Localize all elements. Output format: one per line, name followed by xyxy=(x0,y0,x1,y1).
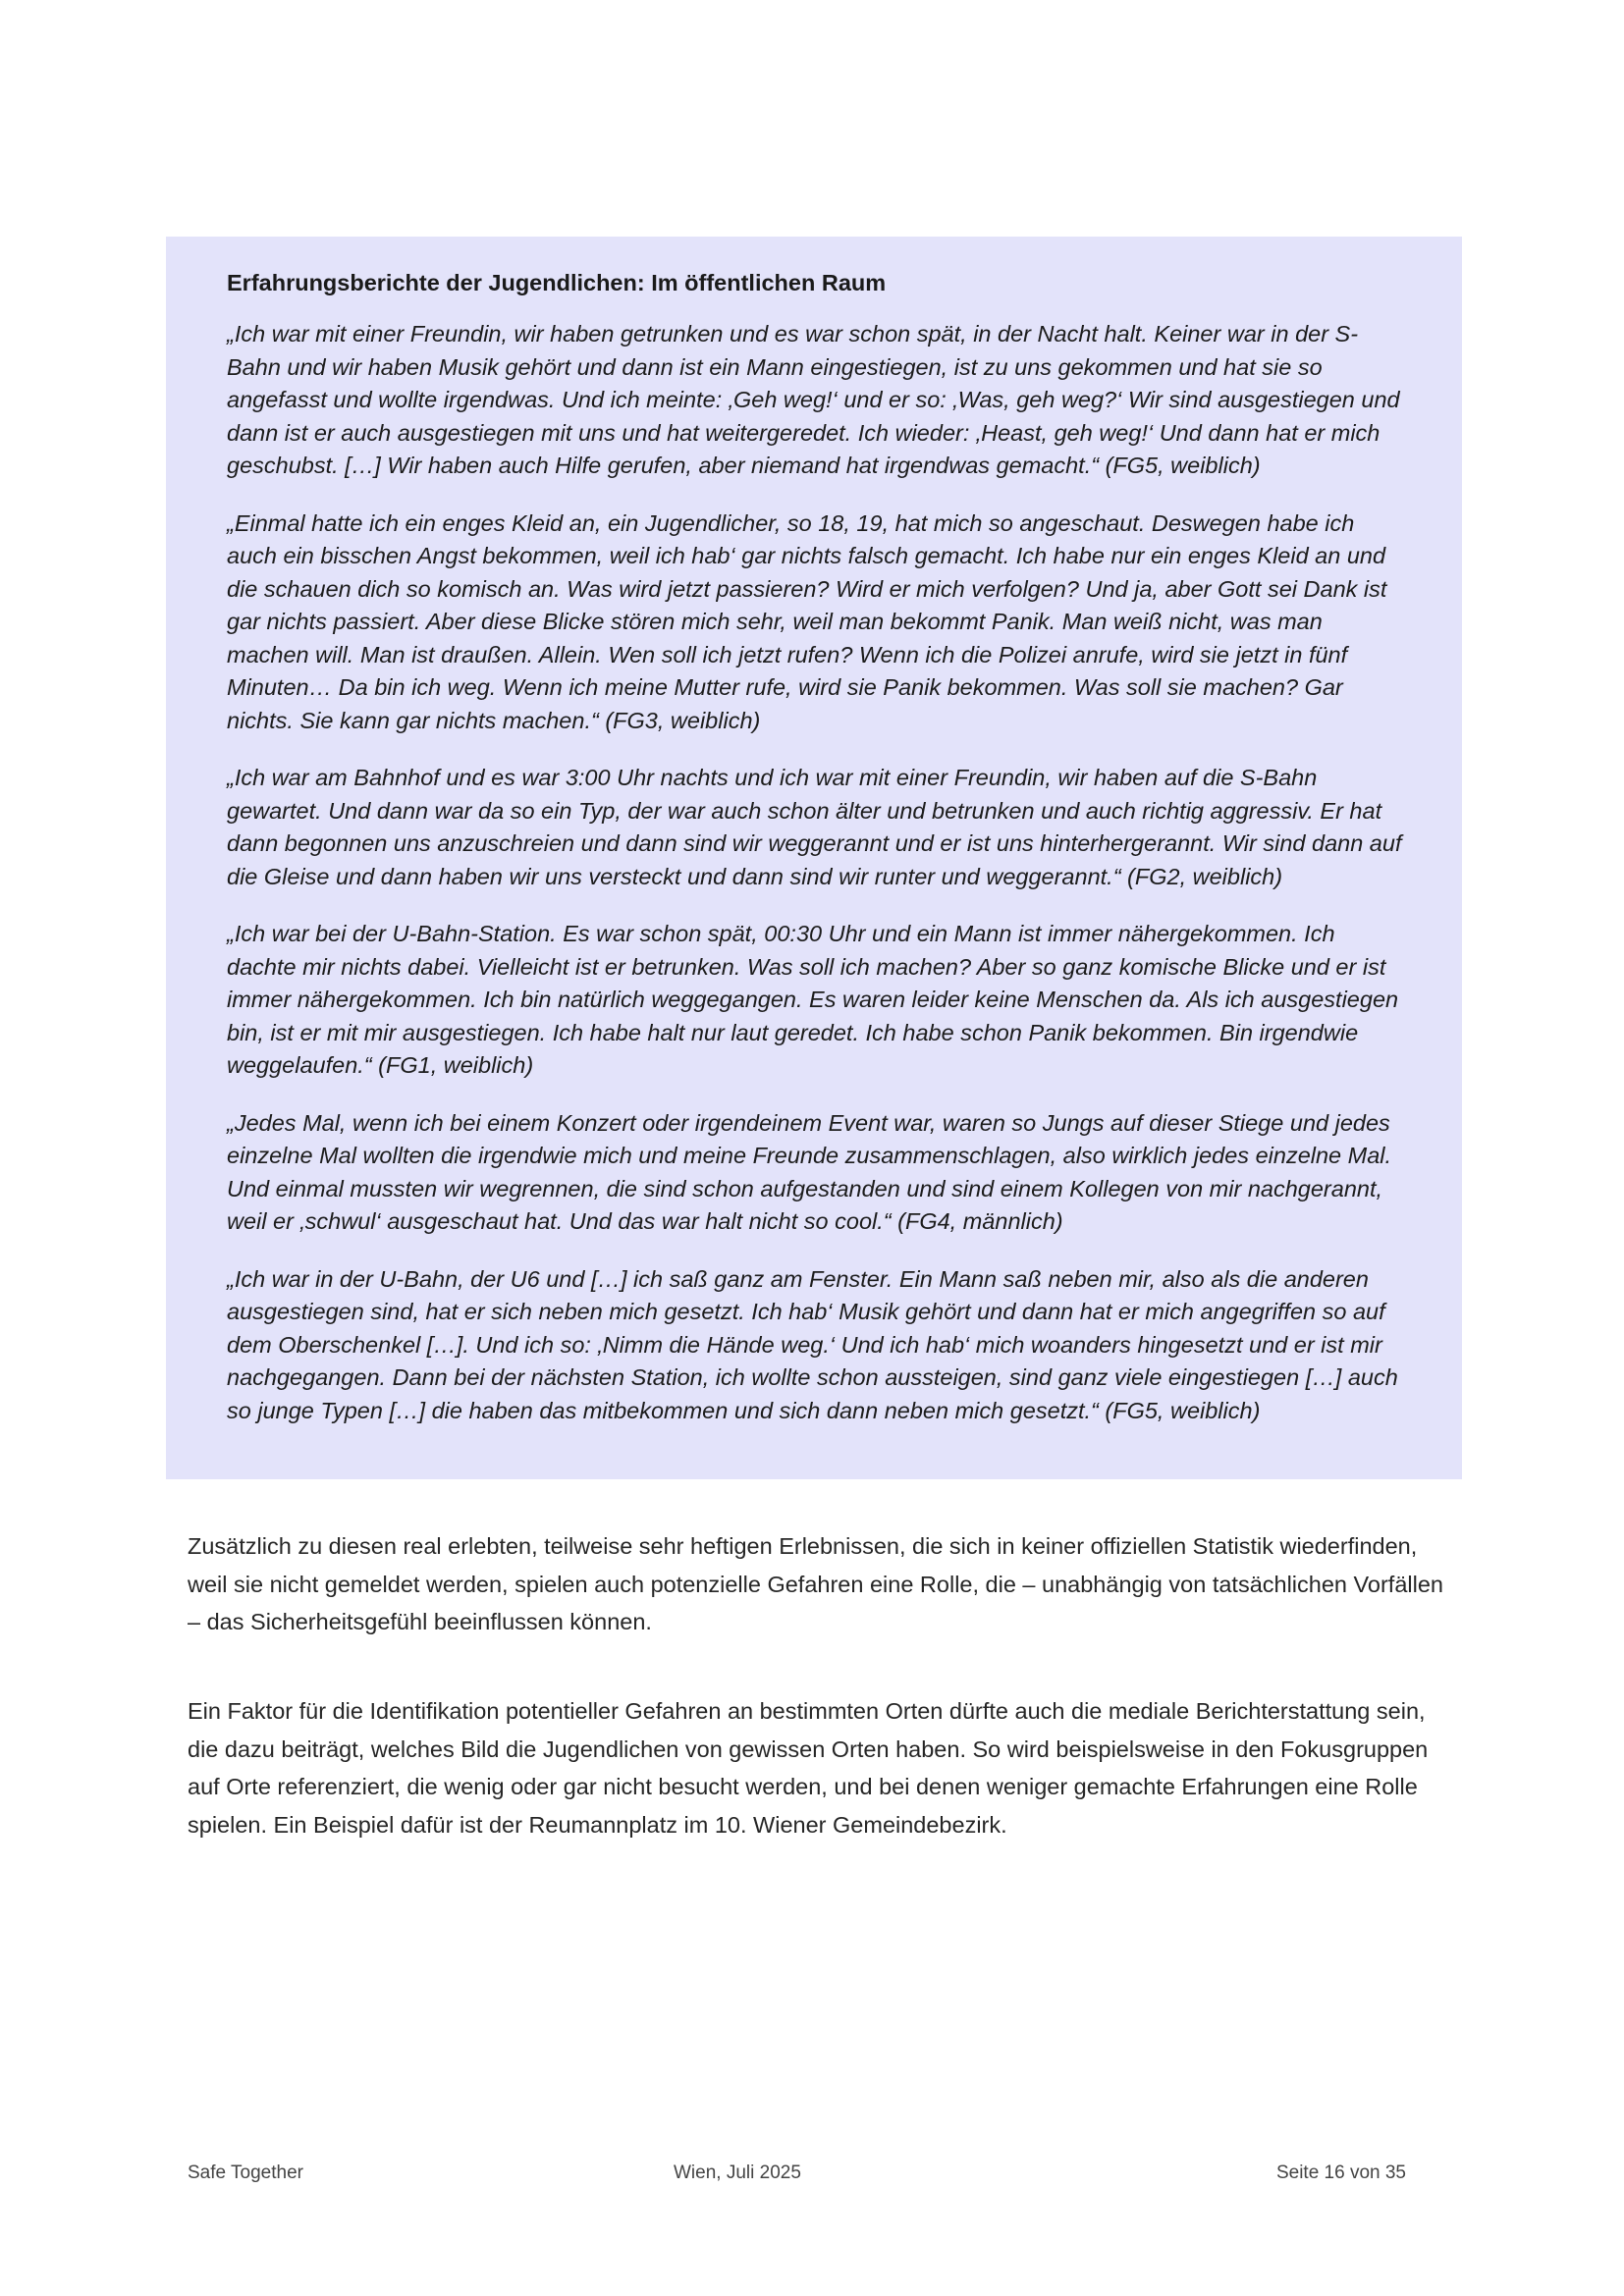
quote-2: „Einmal hatte ich ein enges Kleid an, ein Jugendlicher, so 18, 19, hat mich so angeschaut. Deswegen habe ich auch ein bisschen Angst bekommen, weil ich hab‘ gar nichts falsch gemacht. Ich habe nur ein enges Kleid an und die schauen dich so komisch an. Was wird jetzt passieren? Wird er mich verfolgen? Und ja, aber Gott sei Dank ist gar nichts passiert. Aber diese Blicke stören mich sehr, weil man bekommt Panik. Man weiß nicht, was man machen will. Man ist draußen. Allein. Wen soll ich jetzt rufen? Wenn ich die Polizei anrufe, wird sie jetzt in fünf Minuten… Da bin ich weg. Wenn ich meine Mutter rufe, wird sie Panik bekommen. Was soll sie machen? Gar nichts. Sie kann gar nichts machen.“ (FG3, weiblich) xyxy=(227,509,1387,733)
testimonial-box-title: Erfahrungsberichte der Jugendlichen: Im öffentlichen Raum xyxy=(227,270,887,295)
quote-6: „Ich war in der U-Bahn, der U6 und […] ich saß ganz am Fenster. Ein Mann saß neben mir, also als die anderen ausgestiegen sind, hat er sich neben mich gesetzt. Ich hab‘ Musik gehört und dann hat er mich angegriffen so auf dem Oberschenkel […]. Und ich so: ‚Nimm die Hände weg.‘ Und ich hab‘ mich woanders hingesetzt und er ist mir nachgegangen. Dann bei der nächsten Station, ich wollte schon aussteigen, sind ganz viele eingestiegen […] auch so junge Typen […] die haben das mitbekommen und sich dann neben mich gesetzt.“ (FG5, weiblich) xyxy=(227,1265,1398,1423)
quote-3: „Ich war am Bahnhof und es war 3:00 Uhr nachts und ich war mit einer Freundin, wir haben auf die S-Bahn gewartet. Und dann war da so ein Typ, der war auch schon älter und betrunken und auch richtig aggressiv. Er hat dann begonnen uns anzuschreien und dann sind wir weggerannt und er ist uns hinterhergerannt. Wir sind dann auf die Gleise und dann haben wir uns versteckt und dann sind wir runter und weggerannt.“ (FG2, weiblich) xyxy=(227,765,1402,889)
footer-date: Wien, Juli 2025 xyxy=(674,2163,801,2183)
footer-project-name: Safe Together xyxy=(188,2163,303,2183)
body-paragraph-2: Ein Faktor für die Identifikation potentieller Gefahren an bestimmten Orten dürfte auch die mediale Berichterstattung sein, die dazu beiträgt, welches Bild die Jugendlichen von gewissen Orten haben. So wird beispielsweise in den Fokusgruppen auf Orte referenziert, die wenig oder gar nicht besucht werden, und bei denen weniger gemachte Erfahrungen eine Rolle spielen. Ein Beispiel dafür ist der Reumannplatz im 10. Wiener Gemeindebezirk. xyxy=(188,1698,1429,1838)
quote-4: „Ich war bei der U-Bahn-Station. Es war schon spät, 00:30 Uhr und ein Mann ist immer nähergekommen. Ich dachte mir nichts dabei. Vielleicht ist er betrunken. Was soll ich machen? Aber so ganz komische Blicke und er ist immer nähergekommen. Ich bin natürlich weggegangen. Es waren leider keine Menschen da. Als ich ausgestiegen bin, ist er mit mir ausgestiegen. Ich habe halt nur laut geredet. Ich habe schon Panik bekommen. Bin irgendwie weggelaufen.“ (FG1, weiblich) xyxy=(227,921,1399,1078)
footer-page-number: Seite 16 von 35 xyxy=(1275,2163,1406,2183)
body-paragraph-1: Zusätzlich zu diesen real erlebten, teilweise sehr heftigen Erlebnissen, die sich in keiner offiziellen Statistik wiederfinden, weil sie nicht gemeldet werden, spielen auch potenzielle Gefahren eine Rolle, die – unabhängig von tatsächlichen Vorfällen – das Sicherheitsgefühl beeinflussen können. xyxy=(188,1533,1443,1634)
testimonial-box xyxy=(166,237,1462,1479)
quote-5: „Jedes Mal, wenn ich bei einem Konzert oder irgendeinem Event war, waren so Jungs auf dieser Stiege und jedes einzelne Mal wollten die irgendwie mich und meine Freunde zusammenschlagen, also wirklich jedes einzelne Mal. Und einmal mussten wir wegrennen, die sind schon aufgestanden und sind einem Kollegen von mir nachgerannt, weil er ‚schwul‘ ausgeschaut hat. Und das war halt nicht so cool.“ (FG4, männlich) xyxy=(227,1109,1392,1234)
quote-1: „Ich war mit einer Freundin, wir haben getrunken und es war schon spät, in der Nacht halt. Keiner war in der S-Bahn und wir haben Musik gehört und dann ist ein Mann eingestiegen, ist zu uns gekommen und hat sie so angefasst und wollte irgendwas. Und ich meinte: ‚Geh weg!‘ und er so: ‚Was, geh weg?‘ Wir sind ausgestiegen und dann ist er auch ausgestiegen mit uns und hat weitergeredet. Ich wieder: ‚Heast, geh weg!‘ Und dann hat er mich geschubst. […] Wir haben auch Hilfe gerufen, aber niemand hat irgendwas gemacht.“ (FG5, weiblich) xyxy=(227,321,1400,478)
